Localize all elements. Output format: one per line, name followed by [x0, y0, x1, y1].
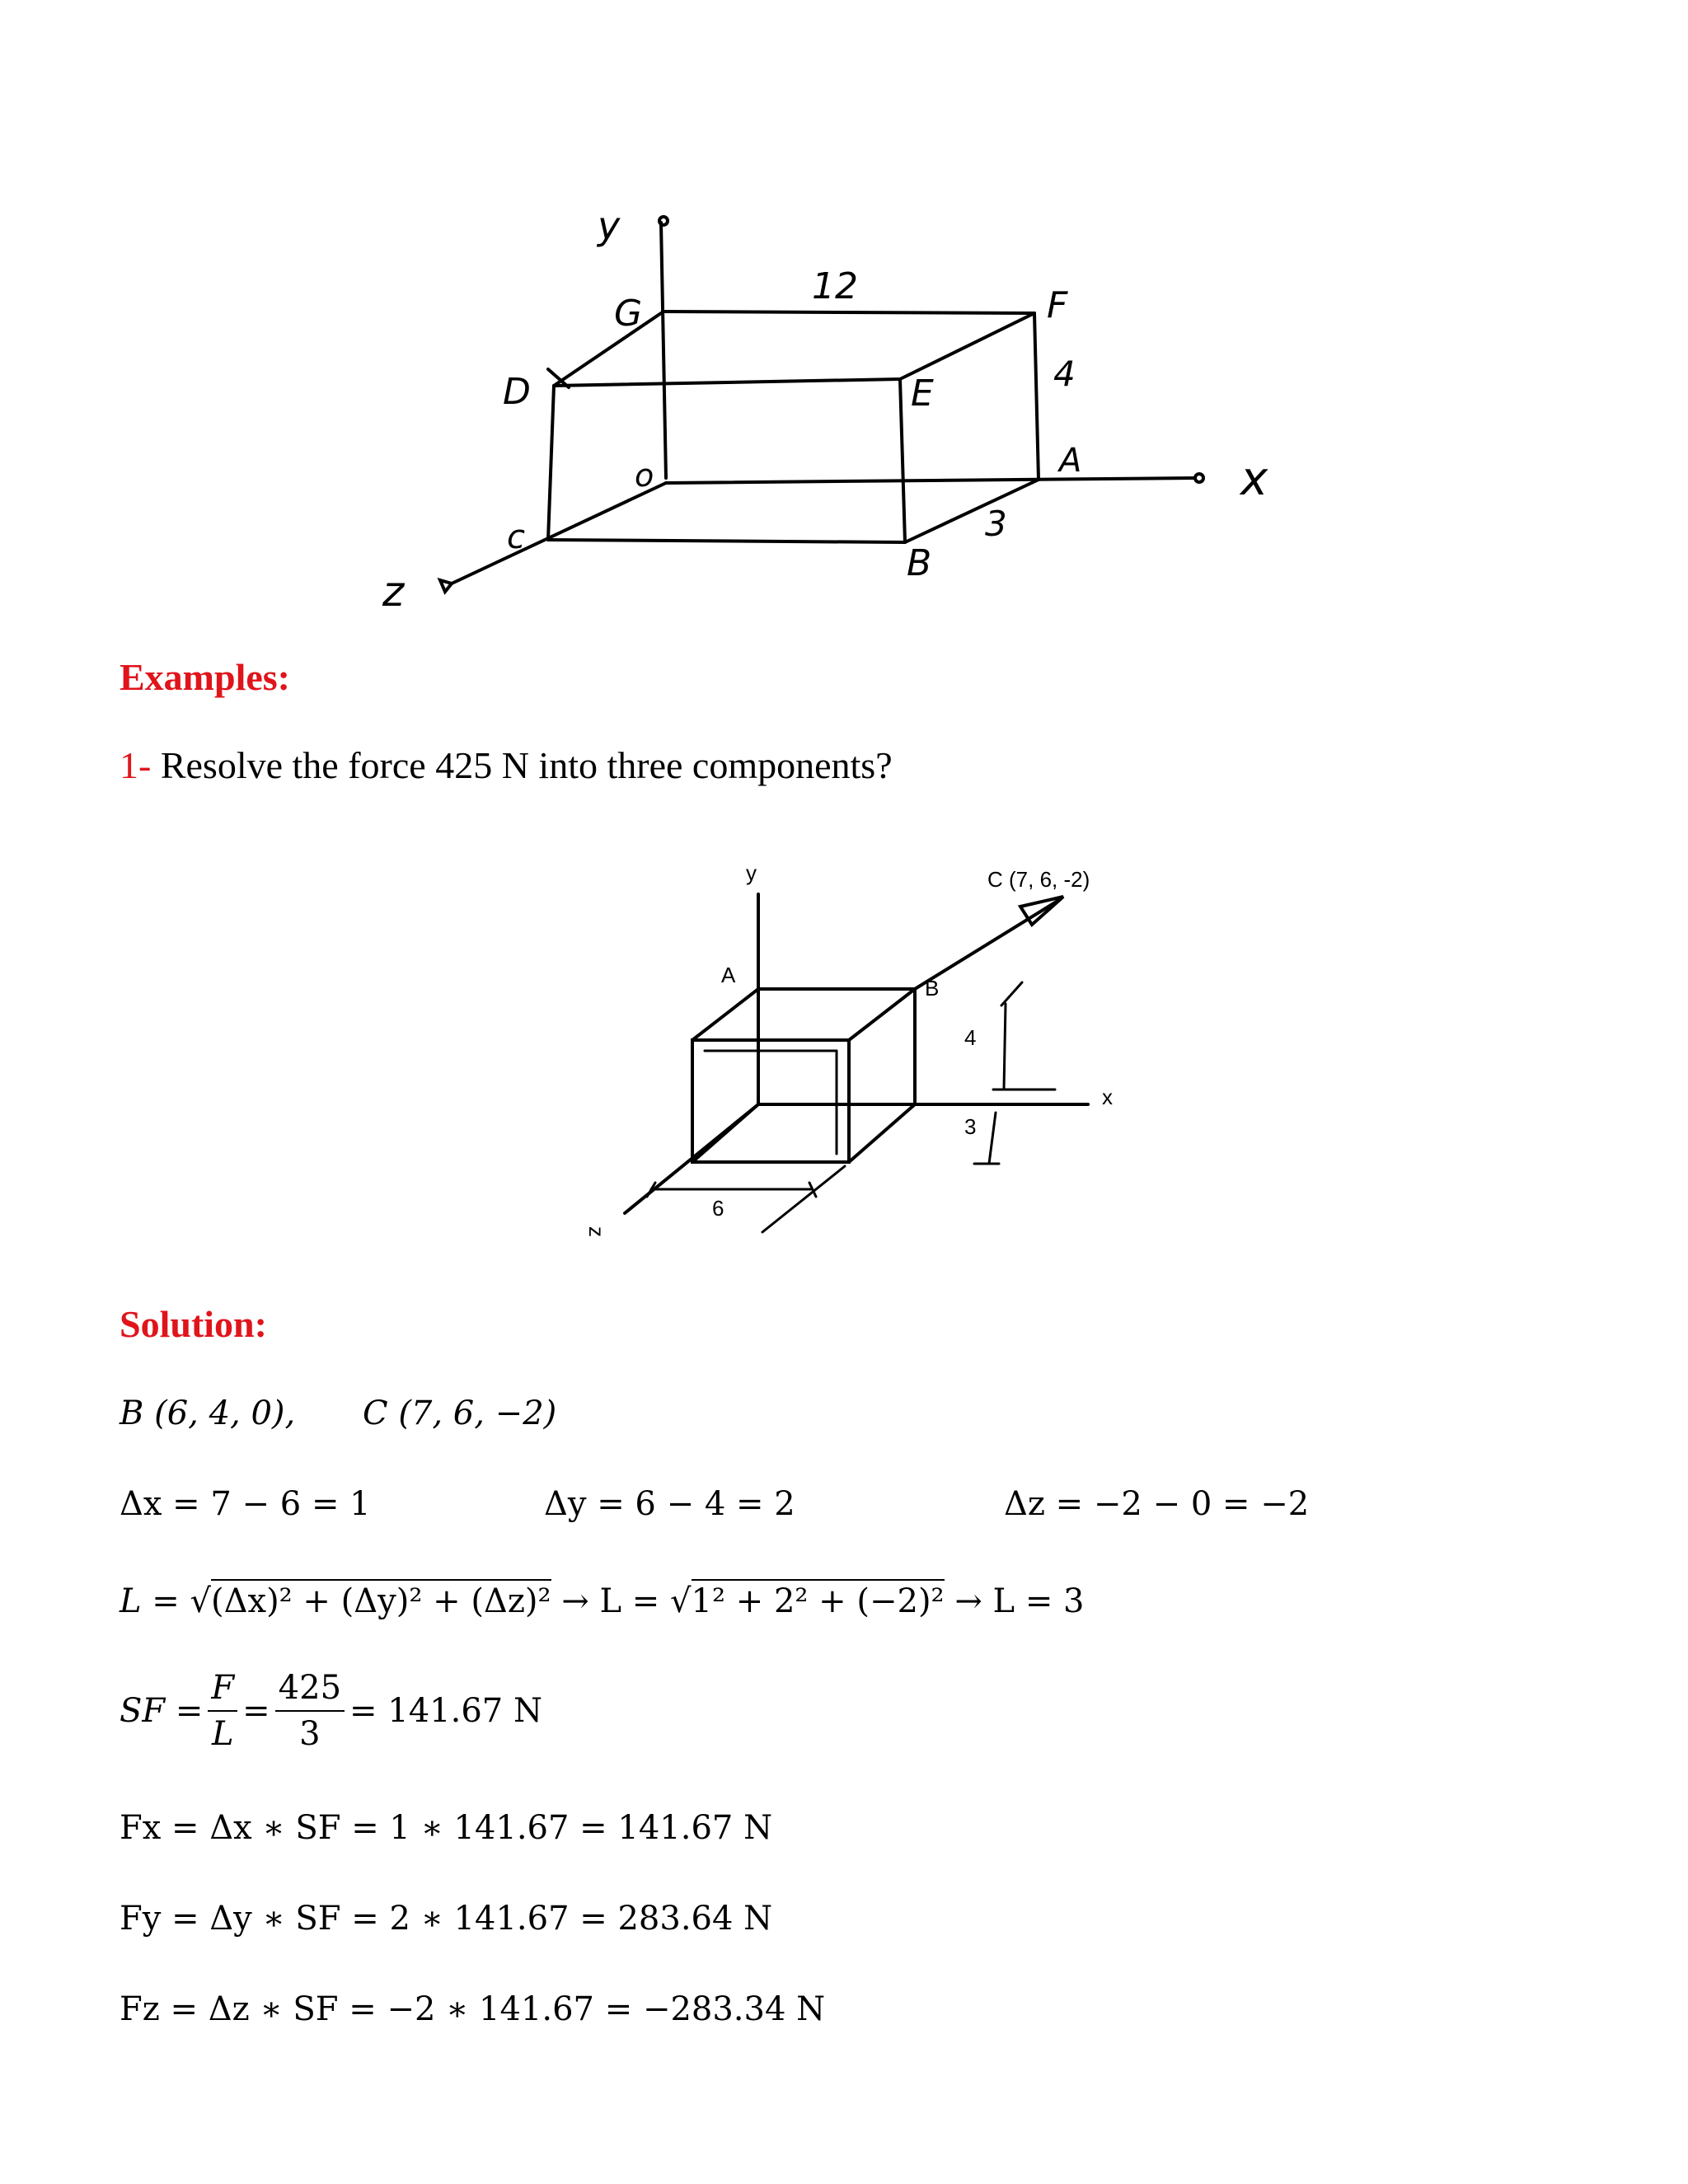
sf-right: = 141.67 N — [349, 1692, 542, 1730]
fig2-label-y: y — [746, 860, 757, 885]
fy-equation: Fy = Δy ∗ SF = 2 ∗ 141.67 = 283.64 N — [120, 1900, 773, 1938]
fig1-label-D: D — [503, 371, 531, 413]
sf-den-1: L — [211, 1715, 234, 1753]
scale-factor-equation — [120, 1669, 542, 1753]
fig1-label-o: o — [635, 457, 654, 494]
length-result: → L = 3 — [954, 1582, 1085, 1620]
fig2-dim-6: 6 — [712, 1196, 724, 1221]
problem-number: 1- — [120, 744, 152, 786]
fig1-label-z: z — [382, 568, 405, 616]
fig2-label-A: A — [721, 963, 736, 987]
y-axis-line — [661, 223, 666, 478]
problem-text: Resolve the force 425 N into three components? — [160, 744, 893, 786]
fz-equation: Fz = Δz ∗ SF = −2 ∗ 141.67 = −283.34 N — [120, 1990, 826, 2028]
length-radicand-1: (Δx)² + (Δy)² + (Δz)² — [211, 1579, 551, 1620]
fx-equation: Fx = Δx ∗ SF = 1 ∗ 141.67 = 141.67 N — [120, 1809, 773, 1847]
x-axis-line — [666, 478, 1195, 483]
fig1-label-F: F — [1047, 284, 1068, 326]
point-B: B (6, 4, 0), — [120, 1394, 296, 1432]
fig1-label-x: x — [1240, 452, 1268, 506]
delta-y-equation: Δy = 6 − 4 = 2 — [544, 1485, 795, 1523]
z-axis-line — [452, 483, 666, 583]
delta-x-equation: Δx = 7 − 6 = 1 — [120, 1485, 371, 1523]
fig1-label-c: c — [507, 518, 525, 556]
length-mid: → L = — [561, 1582, 660, 1620]
solution-heading: Solution: — [120, 1303, 267, 1345]
sf-left: SF = — [120, 1692, 204, 1730]
fig1-dim-top: 12 — [812, 265, 858, 307]
fig2-label-z: z — [584, 1226, 609, 1237]
sf-den-2: 3 — [299, 1715, 321, 1753]
fig1-label-A: A — [1059, 442, 1082, 480]
fig1-label-G: G — [614, 293, 643, 335]
fig1-label-y: y — [598, 204, 621, 248]
sf-num-1: F — [208, 1669, 237, 1712]
fig2-label-C: C (7, 6, -2) — [987, 867, 1090, 892]
fig1-dim-depth: 3 — [985, 504, 1007, 544]
fig1-label-B: B — [907, 542, 932, 584]
length-radicand-2: 1² + 2² + (−2)² — [692, 1579, 945, 1620]
sf-fraction-1 — [208, 1669, 237, 1753]
length-equation: L = √(Δx)² + (Δy)² + (Δz)² → L = √1² + 2² + (−2)² → L = 3 — [120, 1582, 1085, 1620]
figure-box-sketch — [0, 0, 1688, 626]
sf-eq: = — [242, 1692, 270, 1730]
fig2-label-x: x — [1102, 1085, 1113, 1109]
delta-z-equation: Δz = −2 − 0 = −2 — [1004, 1485, 1310, 1523]
fig1-dim-side: 4 — [1053, 354, 1076, 394]
fig1-label-E: E — [911, 373, 934, 415]
figure-force-vector — [0, 849, 1688, 1261]
fig2-label-B: B — [925, 976, 940, 1001]
sf-fraction-2 — [275, 1669, 345, 1753]
point-C: C (7, 6, −2) — [363, 1394, 557, 1432]
problem-statement — [120, 743, 893, 787]
sf-num-2: 425 — [275, 1669, 345, 1712]
length-left: L = — [120, 1582, 180, 1620]
fig2-dim-4: 4 — [964, 1025, 977, 1050]
examples-heading: Examples: — [120, 656, 290, 698]
fig2-dim-3: 3 — [964, 1114, 977, 1139]
